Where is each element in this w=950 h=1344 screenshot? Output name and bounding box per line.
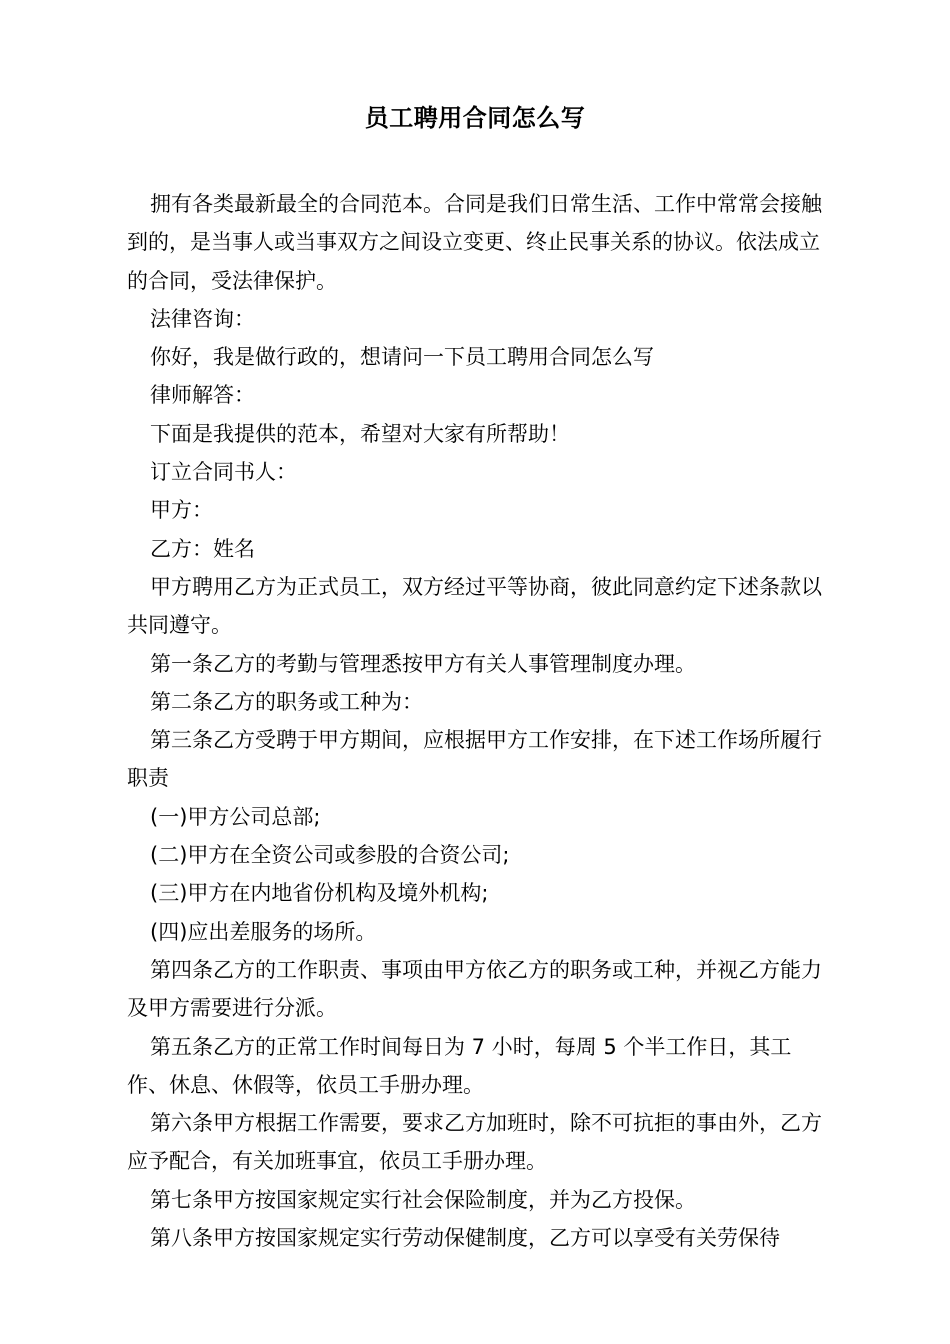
paragraph-article-5: 第五条乙方的正常工作时间每日为 7 小时，每周 5 个半工作日，其工作、休息、休假等，依员工手册办理。	[127, 1034, 792, 1097]
paragraph-party-b: 乙方：姓名	[150, 536, 255, 561]
paragraph-item-1: (一)甲方公司总部;	[150, 804, 321, 829]
paragraph-party-a: 甲方：	[150, 498, 213, 523]
paragraph-article-1: 第一条乙方的考勤与管理悉按甲方有关人事管理制度办理。	[150, 651, 696, 676]
paragraph-article-3: 第三条乙方受聘于甲方期间，应根据甲方工作安排，在下述工作场所履行职责	[127, 728, 822, 791]
document-title: 员工聘用合同怎么写	[364, 104, 586, 132]
paragraph-signatories: 订立合同书人：	[150, 460, 297, 485]
paragraph-article-2: 第二条乙方的职务或工种为：	[150, 689, 423, 714]
paragraph-agreement: 甲方聘用乙方为正式员工，双方经过平等协商，彼此同意约定下述条款以共同遵守。	[127, 574, 822, 638]
paragraph-consult-label: 法律咨询：	[150, 306, 255, 331]
paragraph-article-4: 第四条乙方的工作职责、事项由甲方依乙方的职务或工种，并视乙方能力及甲方需要进行分派。	[127, 957, 822, 1021]
paragraph-article-7: 第七条甲方按国家规定实行社会保险制度，并为乙方投保。	[150, 1187, 696, 1212]
paragraph-question: 你好，我是做行政的，想请问一下员工聘用合同怎么写	[150, 345, 654, 370]
paragraph-intro: 拥有各类最新最全的合同范本。合同是我们日常生活、工作中常常会接触到的，是当事人或当事双方之间设立变更、终止民事关系的协议。依法成立的合同，受法律保护。	[127, 192, 822, 293]
paragraph-item-2: (二)甲方在全资公司或参股的合资公司;	[150, 843, 510, 868]
paragraph-article-6: 第六条甲方根据工作需要，要求乙方加班时，除不可抗拒的事由外，乙方应予配合，有关加班事宜，依员工手册办理。	[127, 1111, 822, 1174]
paragraph-answer: 下面是我提供的范本，希望对大家有所帮助！	[150, 421, 570, 446]
paragraph-item-4: (四)应出差服务的场所。	[150, 919, 377, 944]
document-body	[127, 185, 827, 1257]
paragraph-answer-label: 律师解答：	[150, 383, 255, 408]
paragraph-item-3: (三)甲方在内地省份机构及境外机构;	[150, 881, 489, 906]
paragraph-article-8: 第八条甲方按国家规定实行劳动保健制度，乙方可以享受有关劳保待	[150, 1226, 780, 1251]
